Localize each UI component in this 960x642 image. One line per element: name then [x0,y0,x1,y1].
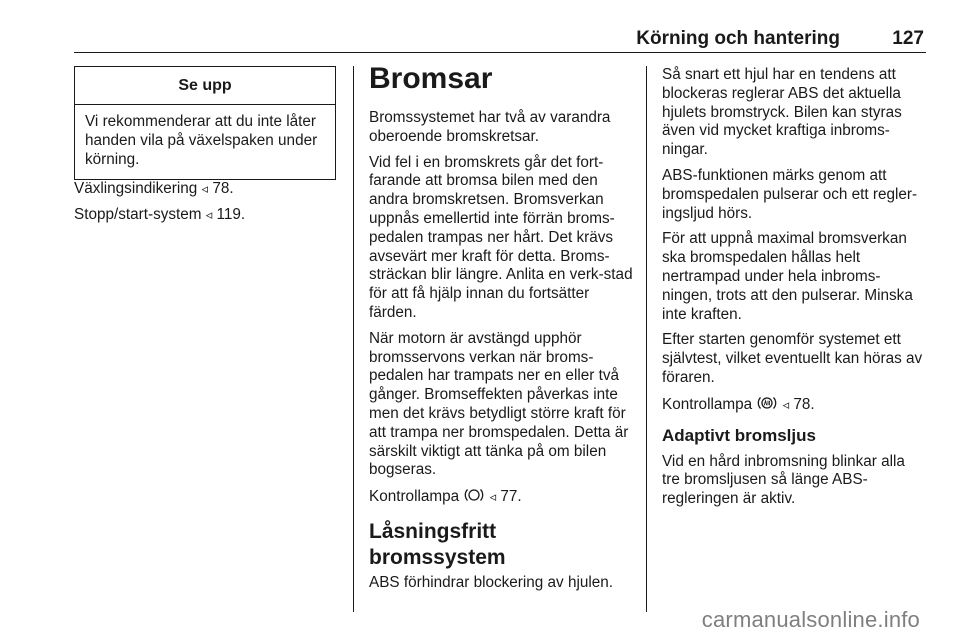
reference-label: Kontrollampa [662,395,753,413]
subsection-title: Låsningsfritt bromssystem [369,519,506,569]
reference-page[interactable]: 77. [500,488,522,506]
caution-title: Se upp [75,67,335,105]
page-header [74,26,926,53]
middle-column [369,62,633,600]
paragraph: ABS förhindrar blockering av hjulen. [369,573,614,591]
column-divider [646,66,647,612]
page-reference-icon: ◃ [489,489,497,505]
paragraph: Så snart ett hjul har en tendens att blockeras reglerar ABS det aktuella hjulets bromstryck. Bilen kan styras även vid mycket kraftiga inbroms-ningar. [662,66,902,159]
page-reference-icon: ◃ [201,181,209,197]
cross-reference [74,180,336,199]
caution-box [74,66,336,180]
reference-page[interactable]: 78. [212,180,234,198]
reference-label: Kontrollampa [369,488,460,506]
section-title: Bromsar [369,62,493,95]
reference-page[interactable]: 78. [793,395,815,413]
left-column [74,66,336,232]
column-divider [353,66,354,612]
paragraph: Bromssystemet har två av varandra oberoende bromskretsar. [369,109,611,145]
paragraph: ABS-funktionen märks genom att bromspedalen pulserar och ett regler-ingsljud hörs. [662,166,918,222]
paragraph: Vid en hård inbromsning blinkar alla tre bromsljusen så länge ABS-regleringen är aktiv. [662,452,905,508]
header-title: Körning och hantering [636,28,840,49]
cross-reference [74,206,336,225]
lamp-reference [369,487,633,507]
brake-warning-lamp-icon [463,487,485,503]
paragraph: Efter starten genomför systemet ett självtest, vilket eventuellt kan höras av föraren. [662,331,923,386]
page-reference-icon: ◃ [205,207,213,223]
paragraph: För att uppnå maximal bromsverkan ska bromspedalen hållas helt nertrampad under hela inbroms-ningen, trots att den pulserar. Minska inte kraften. [662,230,913,323]
caution-text: Vi rekommenderar att du inte låter handen vila på växelspaken under körning. [85,113,318,168]
page-number: 127 [892,28,924,49]
paragraph: Vid fel i en bromskrets går det fort-farande att bromsa bilen med den andra bromskretsen. Bromsverkan uppnås emellertid inte förrän broms-pedalen trampas ner hårt. Det krävs avsevärt mer kraft för detta. Broms-sträckan blir längre. Anlita en verk-stad för att få hjälp innan du fortsätter färden. [369,153,633,321]
watermark: carmanualsonline.info [701,607,920,632]
page-reference-icon: ◃ [782,396,790,412]
reference-page[interactable]: 119. [216,206,246,224]
abs-warning-lamp-icon [756,395,778,411]
subsection-title: Adaptivt bromsljus [662,425,816,445]
reference-label: Stopp/start-system [74,206,202,224]
lamp-reference [662,395,926,415]
right-column [662,66,926,516]
paragraph: När motorn är avstängd upphör bromsservons verkan när broms-pedalen har trampats ner en eller två gånger. Bromseffekten påverkas inte men det krävs betydligt större kraft för att trampa ner bromspedalen. Detta är särskilt viktigt att tänka på om bilen bogseras. [369,329,629,479]
reference-label: Växlingsindikering [74,180,198,198]
